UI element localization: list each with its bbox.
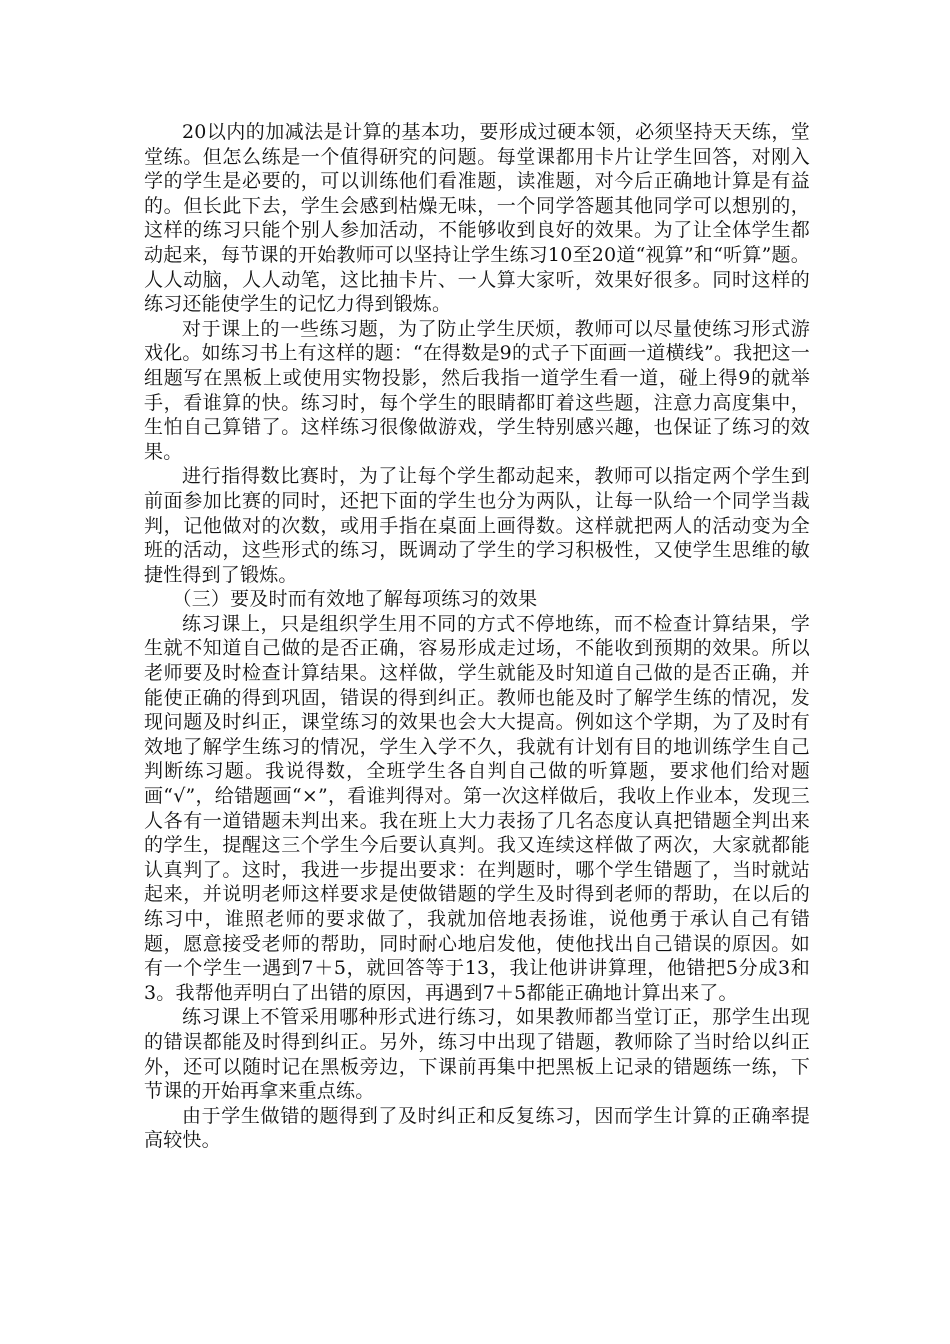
paragraph-6: 由于学生做错的题得到了及时纠正和反复练习，因而学生计算的正确率提高较快。 xyxy=(144,1104,810,1152)
paragraph-1: 20以内的加减法是计算的基本功，要形成过硬本领，必须坚持天天练，堂堂练。但怎么练是一个值得研究的问题。每堂课都用卡片让学生回答，对刚入学的学生是必要的，可以训练他们看准题，读准题，对今后正确地计算是有益的。但长此下去，学生会感到枯燥无味，一个同学答题其他同学可以想别的，这样的练习只能个别人参加活动，不能够收到良好的效果。为了让全体学生都动起来，每节课的开始教师可以坚持让学生练习10至20道“视算”和“听算”题。人人动脑，人人动笔，这比抽卡片、一人算大家听，效果好很多。同时这样的练习还能使学生的记忆力得到锻炼。 xyxy=(144,121,810,316)
paragraph-4: 练习课上，只是组织学生用不同的方式不停地练，而不检查计算结果，学生就不知道自己做的是否正确，容易形成走过场，不能收到预期的效果。所以老师要及时检查计算结果。这样做，学生就能及时知道自己做的是否正确，并能使正确的得到巩固，错误的得到纠正。教师也能及时了解学生练的情况，发现问题及时纠正，课堂练习的效果也会大大提高。例如这个学期，为了及时有效地了解学生练习的情况，学生入学不久，我就有计划有目的地训练学生自己判断练习题。我说得数，全班学生各自判自己做的听算题，要求他们给对题画“√”，给错题画“×”，看谁判得对。第一次这样做后，我收上作业本，发现三人各有一道错题未判出来。我在班上大力表扬了几名态度认真把错题全判出来的学生，提醒这三个学生今后要认真判。我又连续这样做了两次，大家就都能认真判了。这时，我进一步提出要求：在判题时，哪个学生错题了，当时就站起来，并说明老师这样要求是使做错题的学生及时得到老师的帮助，在以后的练习中，谁照老师的要求做了，我就加倍地表扬谁，说他勇于承认自己有错题，愿意接受老师的帮助，同时耐心地启发他，使他找出自己错误的原因。如有一个学生一遇到7＋5，就回答等于13，我让他讲讲算理，他错把5分成3和3。我帮他弄明白了出错的原因，再遇到7＋5都能正确地计算出来了。 xyxy=(144,612,810,1004)
document-page xyxy=(144,120,810,1153)
paragraph-2: 对于课上的一些练习题，为了防止学生厌烦，教师可以尽量使练习形式游戏化。如练习书上有这样的题：“在得数是9的式子下面画一道横线”。我把这一组题写在黑板上或使用实物投影，然后我指一道学生看一道，碰上得9的就举手，看谁算的快。练习时，每个学生的眼睛都盯着这些题，注意力高度集中，生怕自己算错了。这样练习很像做游戏，学生特别感兴趣，也保证了练习的效果。 xyxy=(144,317,810,463)
section-heading: （三）要及时而有效地了解每项练习的效果 xyxy=(172,588,538,611)
paragraph-3: 进行指得数比赛时，为了让每个学生都动起来，教师可以指定两个学生到前面参加比赛的同时，还把下面的学生也分为两队，让每一队给一个同学当裁判，记他做对的次数，或用手指在桌面上画得数。这样就把两人的活动变为全班的活动，这些形式的练习，既调动了学生的学习积极性，又使学生思维的敏捷性得到了锻炼。 xyxy=(144,465,810,586)
paragraph-5: 练习课上不管采用哪种形式进行练习，如果教师都当堂订正，那学生出现的错误都能及时得到纠正。另外，练习中出现了错题，教师除了当时给以纠正外，还可以随时记在黑板旁边，下课前再集中把黑板上记录的错题练一练，下节课的开始再拿来重点练。 xyxy=(144,1006,810,1103)
